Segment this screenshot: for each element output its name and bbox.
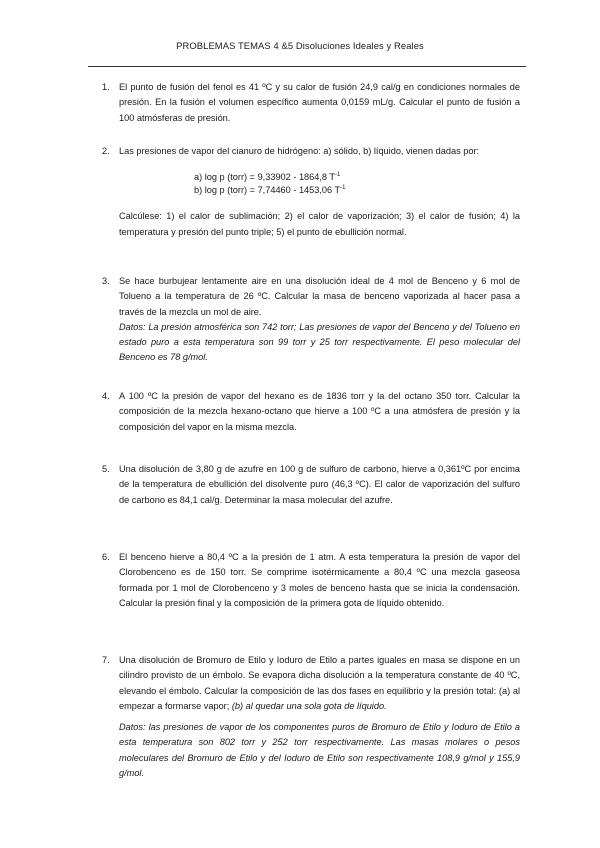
problem-number: 7. xyxy=(102,655,110,665)
problem-text: Una disolución de Bromuro de Etilo y Ioduro de Etilo a partes iguales en masa se dispone en un cilindro provisto de un émbolo. Se evapora dicha disolución a la temperatura constante de 40 ºC, elevando el émbolo. Calcular la composición de las dos fases en equilibrio y la presión total: (a) al empezar a formarse vapor; (b) al quedar una sola gota de líquido. xyxy=(119,655,520,711)
exponent: -1 xyxy=(335,172,341,179)
problem-1 xyxy=(102,80,520,126)
problem-number: 6. xyxy=(102,552,110,562)
problem-text-italic: (b) al quedar una sola gota de líquido. xyxy=(231,700,387,711)
problem-number: 4. xyxy=(102,391,110,401)
problem-text-2: Calcúlese: 1) el calor de sublimación; 2) el calor de vaporización; 3) el calor de fusión; 4) la temperatura y presión del punto triple; 5) el punto de ebullición normal. xyxy=(119,211,520,237)
problem-5 xyxy=(102,462,520,508)
problem-4 xyxy=(102,389,520,435)
page-title: PROBLEMAS TEMAS 4 &5 Disoluciones Ideales y Reales xyxy=(176,40,424,51)
problem-number: 5. xyxy=(102,464,110,474)
problem-number: 3. xyxy=(102,276,110,286)
exponent: -1 xyxy=(340,185,346,192)
problem-2 xyxy=(102,144,520,240)
header-divider xyxy=(88,66,526,67)
problem-text: Una disolución de 3,80 g de azufre en 100 g de sulfuro de carbono, hierve a 0,361ºC por encima de la temperatura de ebullición del disolvente puro (46,3 ºC). El calor de vaporización del sulfuro de carbono es 84,1 cal/g. Determinar la masa molecular del azufre. xyxy=(119,464,520,505)
problem-data: Datos: La presión atmosférica son 742 torr; Las presiones de vapor del Benceno y del Tolueno en estado puro a esta temperatura son 99 torr y 25 torr respectivamente. El peso molecular del Benceno es 78 g/mol. xyxy=(119,321,520,363)
formula-liquid: b) log p (torr) = 7,74460 - 1453,06 $T^{-1}$ xyxy=(194,185,346,196)
formula-solid: a) log p (torr) = 9,33902 - 1864,8 $T^{-1}$ xyxy=(194,172,341,183)
problem-text: A 100 ºC la presión de vapor del hexano es de 1836 torr y la del octano 350 torr. Calcular la composición de la mezcla hexano-octano que hierve a 100 ºC a una atmósfera de presión y la composición del vapor en la misma mezcla. xyxy=(119,391,520,432)
problem-number: 2. xyxy=(102,146,110,156)
problem-data: Datos: las presiones de vapor de los componentes puros de Bromuro de Etilo y Ioduro de Etilo a esta temperatura son 802 torr y 252 torr respectivamente. Las masas molares o pesos moleculares del Bromuro de Etilo y del Ioduro de Etilo son respectivamente 108,9 g/mol y 155,9 g/mol. xyxy=(119,722,520,779)
problem-text: Se hace burbujear lentamente aire en una disolución ideal de 4 mol de Benceno y 6 mol de Tolueno a la temperatura de 26 ºC. Calcular la masa de benceno vaporizada al hacer pasa a través de la mezcla un mol de aire. xyxy=(119,276,520,317)
problem-number: 1. xyxy=(102,82,110,92)
problem-text: El punto de fusión del fenol es 41 ºC y su calor de fusión 24,9 cal/g en condiciones normales de presión. En la fusión el volumen específico aumenta 0,0159 mL/g. Calcular el punto de fusión a 100 atmósferas de presión. xyxy=(119,82,520,123)
problem-3 xyxy=(102,274,520,366)
problem-6 xyxy=(102,550,520,611)
problem-text: El benceno hierve a 80,4 ºC a la presión de 1 atm. A esta temperatura la presión de vapor del Clorobenceno es de 150 torr. Se comprime isotérmicamente a 80,4 ºC una mezcla gaseosa formada por 1 mol de Clorobenceno y 3 moles de benceno hasta que se inicia la condensación. Calcular la presión final y la composición de la primera gota de líquido obtenido. xyxy=(119,552,520,608)
problem-text: Las presiones de vapor del cianuro de hidrógeno: a) sólido, b) líquido, vienen dadas por: xyxy=(119,146,480,156)
problem-7 xyxy=(102,653,520,781)
vapor-pressure-formulas xyxy=(194,171,520,197)
